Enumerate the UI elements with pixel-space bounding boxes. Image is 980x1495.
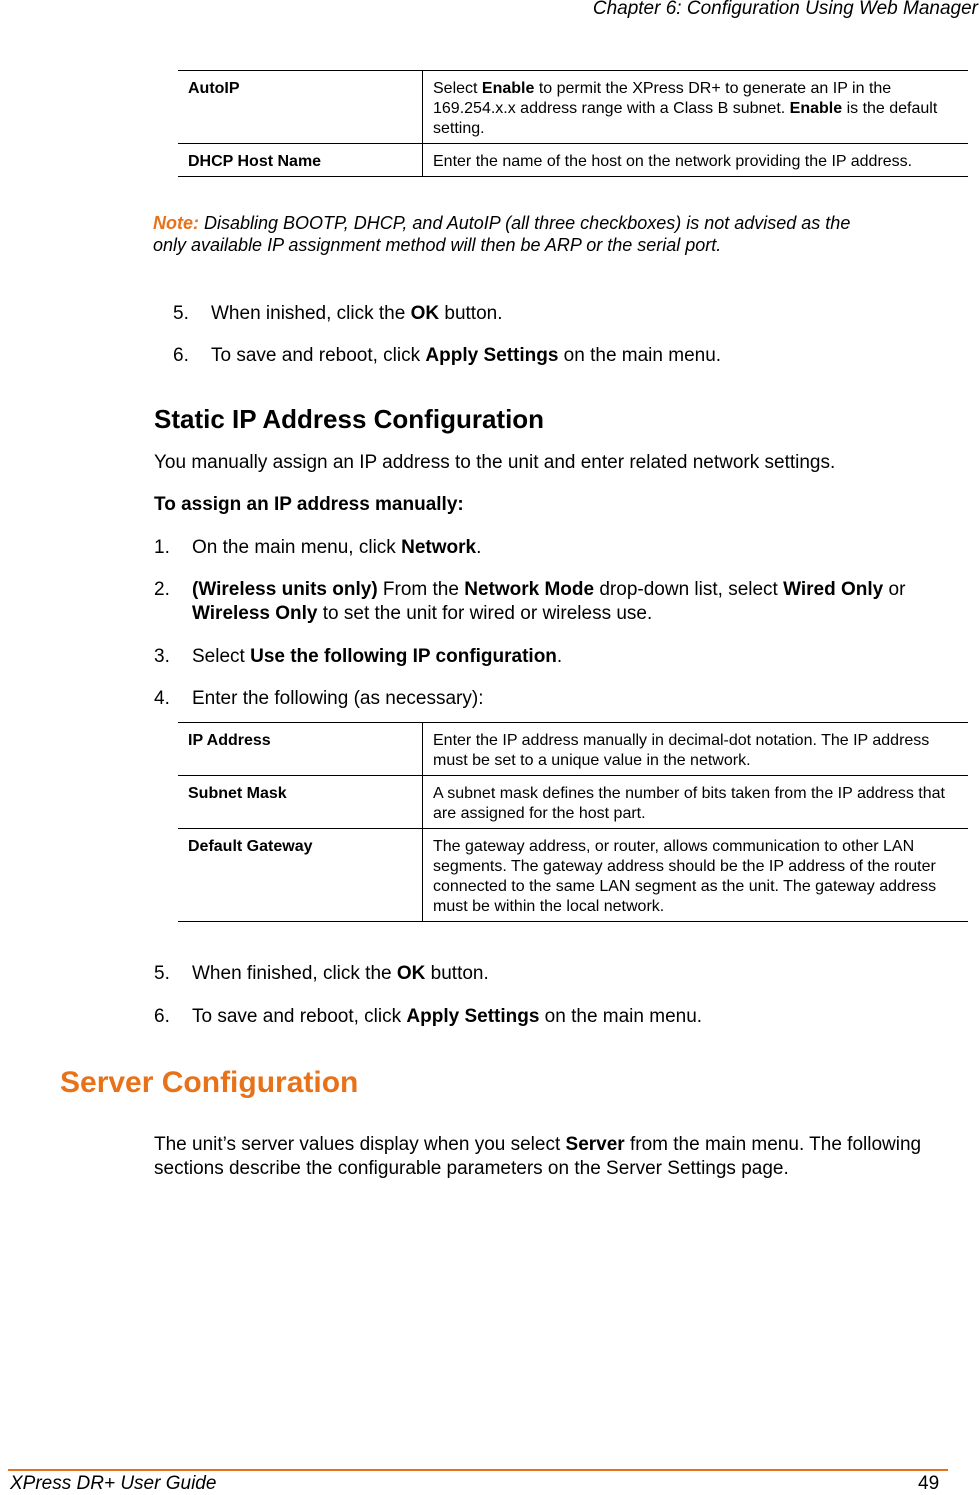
bold-term: OK [396, 963, 426, 984]
step-apply-settings [154, 1005, 976, 1029]
step-number: 6. [173, 345, 189, 366]
ip-settings-table [178, 722, 968, 922]
step-select-ip-config [154, 645, 976, 669]
static-ip-subheading: To assign an IP address manually: [154, 494, 464, 515]
text-run: Enter the IP address manually in decimal-dot notation. The IP address must be set to a unique value in the network. [433, 732, 930, 769]
bold-term: Wired Only [783, 579, 884, 600]
table-row [178, 829, 968, 922]
step-number: 3. [154, 646, 170, 667]
text-run: drop-down list, select [594, 579, 784, 600]
text-run: is the default setting. [433, 100, 938, 137]
step-number: 1. [154, 537, 170, 558]
param-description [423, 776, 969, 829]
param-description [423, 144, 969, 177]
param-description [423, 829, 969, 922]
text-run: . [476, 537, 482, 558]
step-number: 4. [154, 688, 170, 709]
param-description [423, 71, 969, 144]
step-number: 5. [173, 303, 189, 324]
text-run: From the [377, 579, 465, 600]
static-ip-intro: You manually assign an IP address to the unit and enter related network settings. [154, 452, 836, 473]
step-enter-following [154, 687, 976, 711]
step-text [211, 344, 963, 368]
step-number: 5. [154, 963, 170, 984]
chapter-header: Chapter 6: Configuration Using Web Manager [592, 0, 978, 19]
param-name: DHCP Host Name [188, 153, 322, 170]
text-run: To save and reboot, click [192, 1006, 407, 1027]
step-number: 2. [154, 579, 170, 600]
server-config-heading: Server Configuration [60, 1066, 359, 1099]
table-row [178, 723, 968, 776]
text-run: On the main menu, click [192, 537, 402, 558]
bold-term: Enable [789, 100, 843, 117]
text-run: on the main menu. [539, 1006, 703, 1027]
step-text [192, 645, 976, 669]
text-run: Select [192, 646, 251, 667]
table-row [178, 144, 968, 177]
step-number: 6. [154, 1006, 170, 1027]
text-run: button. [439, 303, 503, 324]
note-label: Note: [153, 213, 199, 233]
step-when-finished [154, 962, 976, 986]
param-name: Subnet Mask [188, 785, 287, 802]
text-run: To save and reboot, click [211, 345, 426, 366]
step-text [192, 578, 976, 626]
text-run: to permit the XPress DR+ to generate an IP in the 169.254.x.x address range with a Class B subnet. [433, 80, 892, 117]
server-config-intro [154, 1133, 954, 1181]
autoip-dhcp-table [178, 70, 968, 177]
page-number: 49 [918, 1473, 940, 1494]
text-run: . [556, 646, 563, 667]
bold-term: Network [401, 537, 477, 558]
step-text [211, 302, 963, 326]
text-run: A subnet mask defines the number of bits taken from the IP address that are assigned for the host part. [433, 785, 945, 822]
footer-title: XPress DR+ User Guide [10, 1473, 217, 1494]
bold-term: Server [565, 1134, 625, 1155]
text-run: Enter the name of the host on the network providing the IP address. [433, 153, 913, 170]
step-when-inished [173, 302, 963, 326]
bold-term: Wireless Only [192, 603, 318, 624]
bold-term: Enable [481, 80, 535, 97]
note-disabling-bootp [153, 212, 873, 256]
text-run: to set the unit for wired or wireless use. [317, 603, 653, 624]
bold-term: Use the following IP configuration [250, 646, 557, 667]
step-click-network [154, 536, 976, 560]
step-text [192, 1005, 976, 1029]
param-description [423, 723, 969, 776]
step-text [192, 687, 976, 711]
footer-rule [8, 1469, 948, 1471]
text-run: The unit’s server values display when you select [154, 1134, 566, 1155]
bold-term: (Wireless units only) [192, 579, 378, 600]
step-save-reboot [173, 344, 963, 368]
step-text [192, 536, 976, 560]
bold-term: Apply Settings [425, 345, 559, 366]
param-name: Default Gateway [188, 838, 313, 855]
step-text [192, 962, 976, 986]
text-run: or [883, 579, 906, 600]
text-run: The gateway address, or router, allows communication to other LAN segments. The gateway address should be the IP address of the router connected to the same LAN segment as the unit. The gateway address must be within the local network. [433, 838, 937, 915]
text-run: When inished, click the [211, 303, 411, 324]
bold-term: Network Mode [464, 579, 595, 600]
param-name: AutoIP [188, 80, 240, 97]
text-run: on the main menu. [558, 345, 722, 366]
step-network-mode [154, 578, 976, 626]
param-name: IP Address [188, 732, 271, 749]
bold-term: Apply Settings [406, 1006, 540, 1027]
bold-term: OK [410, 303, 440, 324]
text-run: Select [433, 80, 482, 97]
text-run: button. [425, 963, 489, 984]
table-row [178, 776, 968, 829]
text-run: When finished, click the [192, 963, 397, 984]
note-text: Disabling BOOTP, DHCP, and AutoIP (all three checkboxes) is not advised as the only available IP assignment method will then be ARP or the serial port. [153, 213, 851, 255]
text-run: Enter the following (as necessary): [192, 688, 484, 709]
text-run: from the main menu. The following sections describe the configurable parameters on the Server Settings page. [154, 1134, 922, 1179]
static-ip-heading: Static IP Address Configuration [154, 404, 545, 434]
table-row [178, 71, 968, 144]
